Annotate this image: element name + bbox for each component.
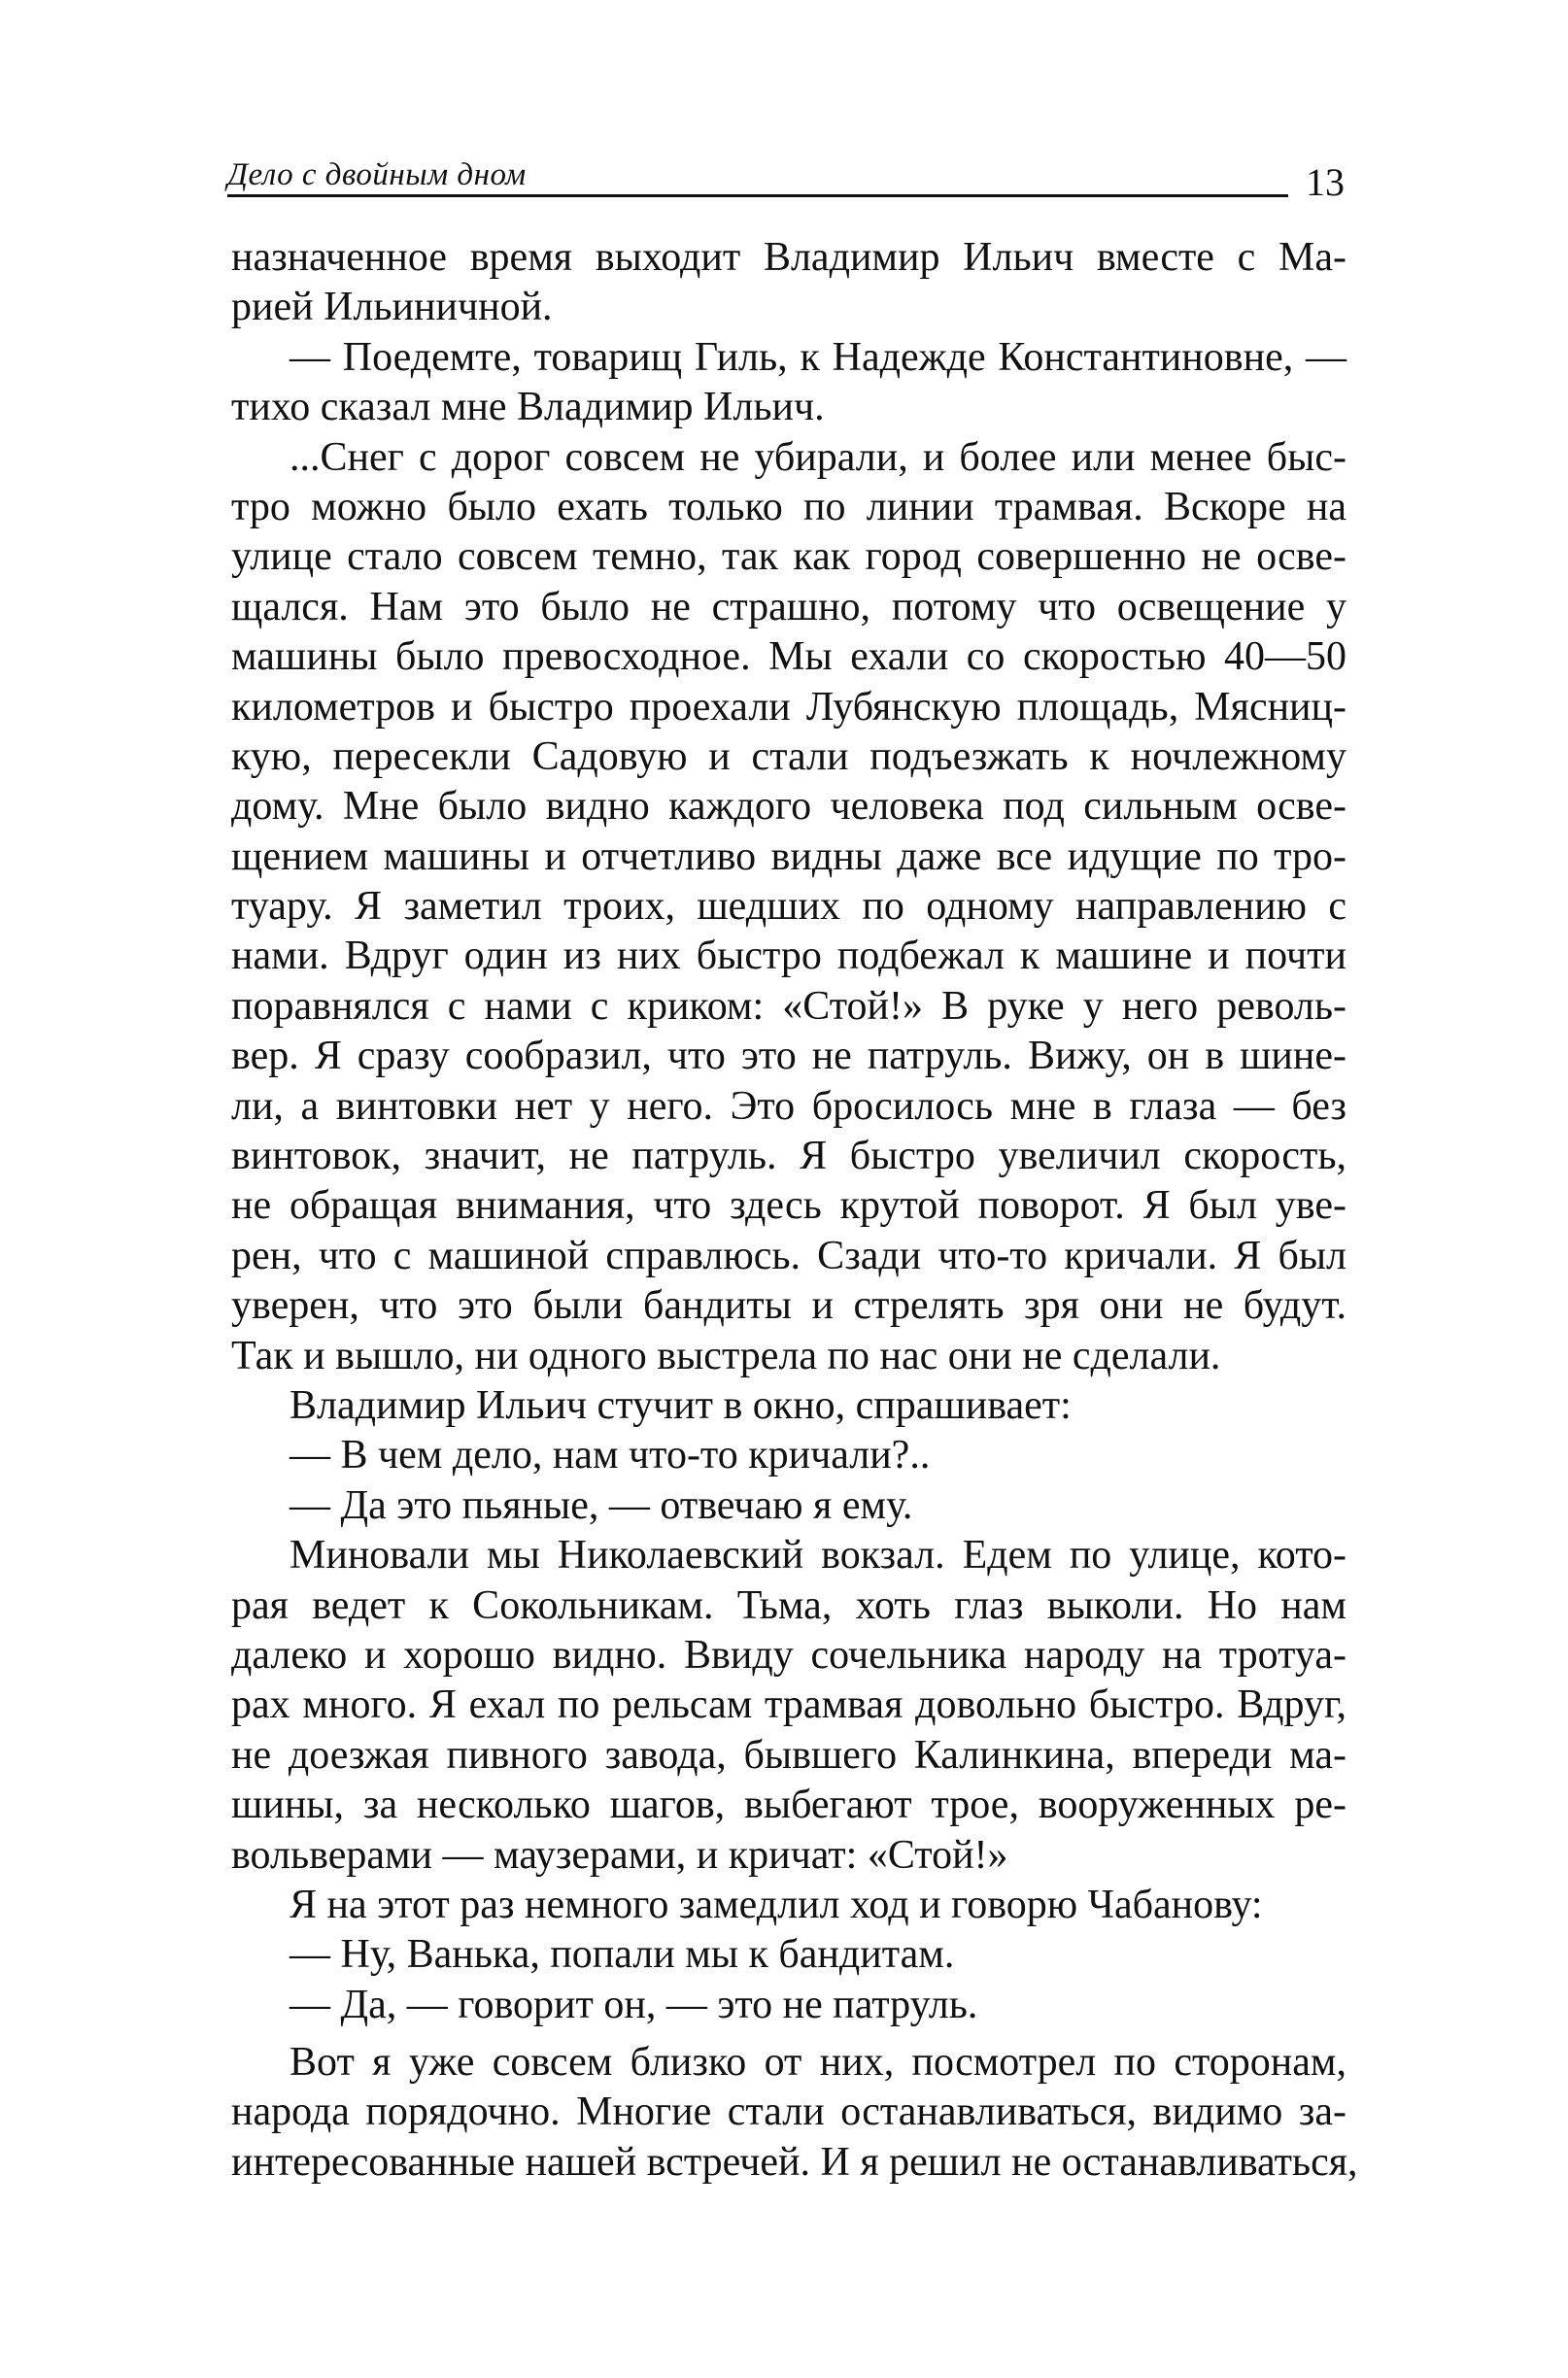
text-line: дому. Мне было видно каждого человека под сильным осве-: [231, 784, 1346, 830]
text-line: щался. Нам это было не страшно, потому что освещение у: [231, 584, 1346, 629]
text-line: щением машины и отчетливо видны даже все идущие по тро-: [231, 833, 1346, 879]
text-line: интересованные нашей встречей. И я решил не останавливаться,: [231, 2139, 1358, 2185]
text-line: вольверами — маузерами, и кричат: «Стой!»: [231, 1832, 1008, 1878]
body-text: [231, 233, 1358, 2188]
paragraph: [231, 1881, 1346, 1930]
text-line: машины было превосходное. Мы ехали со скоростью 40—50: [231, 634, 1346, 680]
text-line: поравнялся с нами с криком: «Стой!» В руке у него револь-: [231, 983, 1346, 1029]
text-line: народа порядочно. Многие стали останавливаться, видимо за-: [231, 2089, 1346, 2135]
text-line: кую, пересекли Садовую и стали подъезжать к ночлежному: [231, 733, 1346, 779]
paragraph-gap: [231, 2030, 1346, 2038]
running-header: [227, 155, 1345, 206]
text-line: шины, за несколько шагов, выбегают трое, вооруженных ре-: [231, 1783, 1346, 1828]
text-line: Миновали мы Николаевский вокзал. Едем по улице, кото-: [290, 1533, 1346, 1579]
paragraph: [231, 433, 1346, 1381]
text-line: — Поедемте, товарищ Гиль, к Надежде Константиновне, —: [290, 334, 1346, 380]
running-title: Дело с двойным дном: [227, 157, 527, 192]
paragraph: [231, 333, 1346, 433]
text-line: не обращая внимания, что здесь крутой поворот. Я был уве-: [231, 1183, 1346, 1229]
text-line: тихо сказал мне Владимир Ильич.: [231, 385, 825, 430]
text-line: винтовок, значит, не патруль. Я быстро увеличил скорость,: [231, 1134, 1346, 1179]
text-line: туару. Я заметил троих, шедших по одному направлению с: [231, 884, 1346, 930]
text-line: далеко и хорошо видно. Ввиду сочельника народу на тротуа-: [231, 1632, 1346, 1678]
text-line: Вот я уже совсем близко от них, посмотрел по сторонам,: [290, 2040, 1346, 2086]
paragraph: [231, 2038, 1358, 2188]
paragraph: [231, 1381, 1346, 1431]
text-line: назначенное время выходит Владимир Ильич вместе с Ма-: [231, 235, 1346, 280]
text-line: — Ну, Ванька, попали мы к бандитам.: [290, 1932, 955, 1978]
text-line: Я на этот раз немного замедлил ход и говорю Чабанову:: [290, 1882, 1263, 1927]
text-line: тро можно было ехать только по линии трамвая. Вскоре на: [231, 484, 1346, 529]
text-line: не доезжая пивного завода, бывшего Калинкина, впереди ма-: [231, 1732, 1346, 1778]
text-line: вер. Я сразу сообразил, что это не патруль. Вижу, он в шине-: [231, 1034, 1346, 1079]
paragraph: [231, 1531, 1346, 1881]
text-line: Владимир Ильич стучит в окно, спрашивает:: [290, 1382, 1072, 1428]
page-number: 13: [1306, 160, 1345, 204]
text-line: нами. Вдруг один из них быстро подбежал к машине и почти: [231, 934, 1346, 979]
text-line: уверен, что это были бандиты и стрелять зря они не будут.: [231, 1283, 1346, 1329]
text-line: Так и вышло, ни одного выстрела по нас они не сделали.: [231, 1333, 1221, 1378]
paragraph: [231, 1930, 1346, 1980]
text-line: рах много. Я ехал по рельсам трамвая довольно быстро. Вдруг,: [231, 1682, 1346, 1728]
text-line: — Да это пьяные, — отвечаю я ему.: [290, 1482, 913, 1528]
text-line: рией Ильиничной.: [231, 285, 553, 330]
text-line: — Да, — говорит он, — это не патруль.: [290, 1982, 978, 2027]
text-line: рая ведет к Сокольникам. Тьма, хоть глаз выколи. Но нам: [231, 1582, 1346, 1628]
text-line: километров и быстро проехали Лубянскую площадь, Мясниц-: [231, 684, 1346, 730]
paragraph: [231, 1481, 1346, 1531]
paragraph: [231, 1981, 1346, 2030]
paragraph: [231, 1431, 1346, 1480]
text-line: улице стало совсем темно, так как город совершенно не осве-: [231, 534, 1346, 580]
text-line: — В чем дело, нам что-то кричали?..: [290, 1433, 931, 1478]
text-line: ли, а винтовки нет у него. Это бросилось мне в глаза — без: [231, 1083, 1346, 1129]
paragraph: [231, 233, 1346, 333]
header-rule: [227, 194, 1288, 197]
text-line: ...Снег с дорог совсем не убирали, и более или менее быс-: [290, 434, 1346, 480]
text-line: рен, что с машиной справлюсь. Сзади что-то кричали. Я был: [231, 1233, 1346, 1278]
